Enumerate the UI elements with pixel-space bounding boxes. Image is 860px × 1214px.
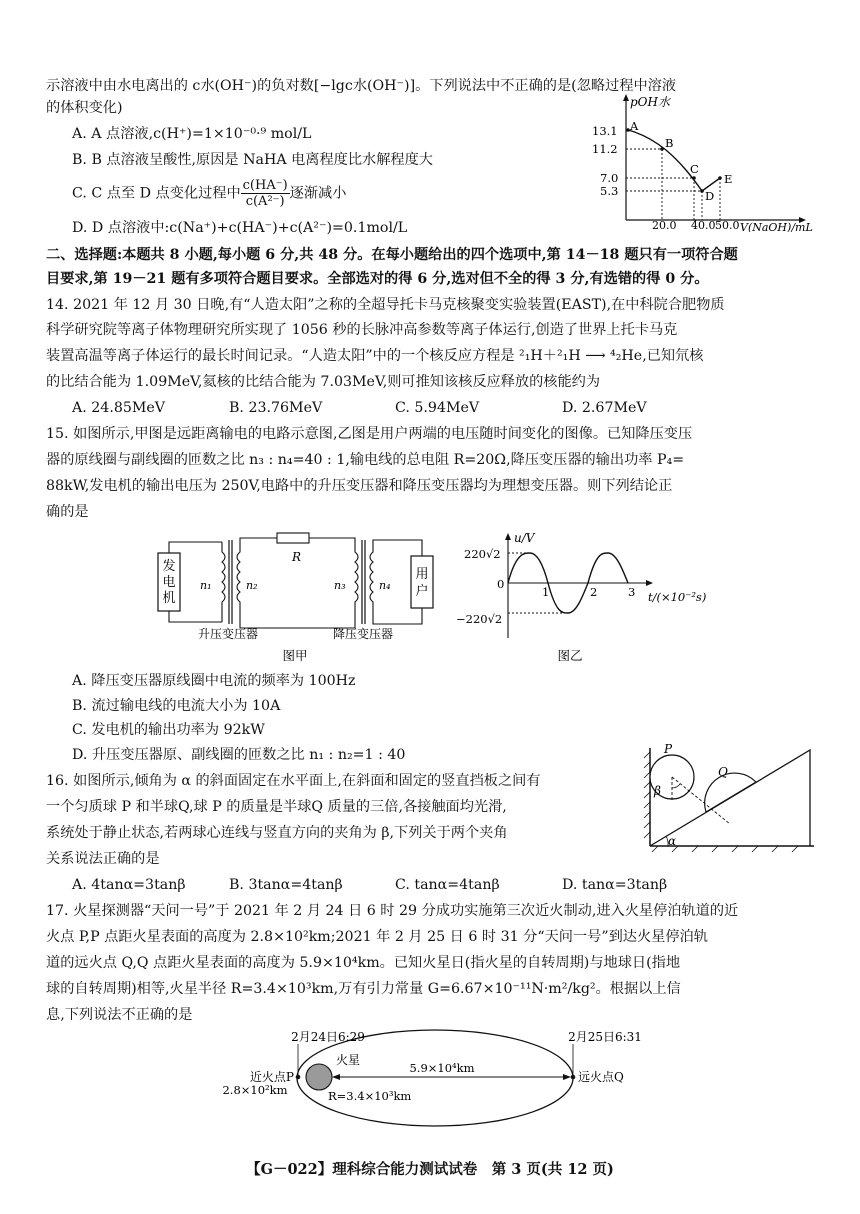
point-b: B — [665, 136, 674, 150]
label-p: P — [664, 742, 673, 756]
label-alpha: α — [668, 834, 677, 848]
q16-line4: 关系说法正确的是 — [46, 851, 160, 867]
time-far: 2月25日6:31 — [568, 1030, 642, 1044]
ytick-11.2: 11.2 — [592, 142, 618, 156]
t-tick-3: 3 — [628, 585, 636, 599]
ytick-13.1: 13.1 — [592, 124, 618, 138]
user-char: 户 — [415, 584, 429, 599]
label-n3: n₃ — [334, 579, 346, 592]
ytick-5.3: 5.3 — [600, 184, 619, 198]
label-r: R — [292, 550, 302, 564]
q16-option-a: A. 4tanα=3tanβ — [72, 877, 186, 893]
height-label: 2.8×10²km — [222, 1083, 288, 1097]
q15-option-a: A. 降压变压器原线圈中电流的频率为 100Hz — [72, 673, 356, 689]
q17-line1: 17. 火星探测器“天问一号”于 2021 年 2 月 24 日 6 时 29 分成功实施第三次近火制动,进入火星停泊轨道的近 — [46, 903, 739, 919]
q13-stem-line1: 示溶液中由水电离出的 c水(OH⁻)的负对数[−lgc水(OH⁻)]。下列说法中不正确的是(忽略过程中溶液 — [46, 78, 677, 94]
generator-char: 机 — [162, 591, 176, 606]
point-e: E — [724, 172, 733, 186]
resistor-r — [277, 533, 309, 543]
ytick-7.0: 7.0 — [600, 171, 619, 185]
u-max-label: 220√2 — [464, 547, 501, 561]
label-beta: β — [654, 784, 661, 798]
point-a: A — [630, 119, 639, 133]
coil-n2 — [237, 542, 240, 622]
user-box — [411, 556, 433, 608]
q17-line2: 火点 P,P 点距火星表面的高度为 2.8×10²km;2021 年 2 月 25 日 6 时 31 分“天问一号”到达火星停泊轨 — [46, 929, 708, 945]
generator-char: 电 — [162, 575, 176, 590]
u-axis-label: u/V — [514, 531, 535, 545]
xtick-50: 50.0 — [715, 219, 740, 232]
time-near: 2月24日6:29 — [291, 1030, 365, 1044]
step-down-label: 降压变压器 — [332, 627, 394, 641]
q16-option-c: C. tanα=4tanβ — [395, 877, 500, 893]
q16-line2: 一个匀质球 P 和半球Q,球 P 的质量是半球Q 质量的三倍,各接触面均光滑, — [46, 799, 507, 815]
q17-orbit-figure — [210, 1028, 670, 1136]
q15-voltage-graph — [452, 528, 732, 668]
q14-line4: 的比结合能为 1.09MeV,氦核的比结合能为 7.03MeV,则可推知该核反应释放的核能约为 — [46, 374, 601, 390]
xtick-20: 20.0 — [652, 219, 677, 232]
q17-line5: 息,下列说法不正确的是 — [46, 1007, 193, 1023]
point-d: D — [705, 189, 715, 203]
q16-option-b: B. 3tanα=4tanβ — [229, 877, 343, 893]
q14-line1: 14. 2021 年 12 月 30 日晚,有“人造太阳”之称的全超导托卡马克核聚变实验装置(EAST),在中科院合肥物质 — [46, 297, 725, 313]
q14-line3: 装置高温等离子体运行的最长时间记录。“人造太阳”中的一个核反应方程是 ²₁H＋²₁H ⟶ ⁴₂He,已知氘核 — [46, 348, 704, 364]
figure-b-caption: 图乙 — [557, 648, 583, 663]
q15-option-c: C. 发电机的输出功率为 92kW — [72, 722, 265, 738]
t-tick-1: 1 — [542, 585, 550, 599]
q17-line4: 球的自转周期)相等,火星半径 R=3.4×10³km,万有引力常量 G=6.67×10⁻¹¹N·m²/kg²。根据以上信 — [46, 981, 681, 997]
far-point-label: 远火点Q — [578, 1070, 624, 1084]
distance-label: 5.9×10⁴km — [409, 1061, 475, 1075]
point-c: C — [690, 162, 699, 176]
page-footer: 【G－022】理科综合能力测试试卷 第 3 页(共 12 页) — [246, 1161, 614, 1178]
q15-line2: 器的原线圈与副线圈的匝数之比 n₃ : n₄=40 : 1,输电线的总电阻 R=20Ω,降压变压器的输出功率 P₄= — [46, 452, 685, 468]
coil-n1 — [222, 542, 225, 622]
q16-option-d: D. tanα=3tanβ — [562, 877, 668, 893]
q16-line1: 16. 如图所示,倾角为 α 的斜面固定在水平面上,在斜面和固定的竖直挡板之间有 — [46, 773, 541, 789]
origin-label: 0 — [497, 577, 505, 591]
q15-line1: 15. 如图所示,甲图是远距离输电的电路示意图,乙图是用户两端的电压随时间变化的图像。已知降压变压 — [46, 426, 693, 442]
mars-circle — [306, 1064, 332, 1090]
near-point-label: 近火点P — [249, 1070, 294, 1084]
label-n4: n₄ — [379, 579, 391, 592]
coil-n3 — [355, 542, 358, 622]
q14-option-d: D. 2.67MeV — [562, 400, 647, 416]
label-n1: n₁ — [200, 579, 212, 592]
q15-option-b: B. 流过输电线的电流大小为 10A — [72, 698, 281, 714]
x-axis-label: V(NaOH)/mL — [740, 221, 813, 232]
user-char: 用 — [415, 567, 429, 582]
section2-line1: 二、选择题:本题共 8 小题,每小题 6 分,共 48 分。在每小题给出的四个选项中,第 14－18 题只有一项符合题 — [46, 247, 738, 263]
half-sphere-q — [705, 773, 756, 812]
section2-line2: 目要求,第 19－21 题有多项符合题目要求。全部选对的得 6 分,选对但不全的得 3 分,有选错的得 0 分。 — [46, 271, 709, 287]
ratio-fraction: $\frac{c(HA^-)}{\text{c(A²⁻)}}$ — [242, 178, 288, 209]
coil-n4 — [370, 542, 373, 622]
q15-line4: 确的是 — [46, 504, 89, 520]
q16-incline-figure — [628, 740, 824, 855]
q14-option-c: C. 5.94MeV — [395, 400, 480, 416]
t-tick-2: 2 — [590, 585, 598, 599]
q13-option-b: B. B 点溶液呈酸性,原因是 NaHA 电离程度比水解程度大 — [72, 152, 433, 168]
point-q — [571, 1075, 576, 1080]
t-axis-label: t/(×10⁻²s) — [648, 590, 707, 604]
radius-label: R=3.4×10³km — [328, 1089, 412, 1103]
figure-a-caption: 图甲 — [282, 648, 308, 663]
label-n2: n₂ — [246, 579, 258, 592]
q15-line3: 88kW,发电机的输出电压为 250V,电路中的升压变压器和降压变压器均为理想变压器。则下列结论正 — [46, 478, 673, 494]
point-p — [296, 1075, 301, 1080]
q14-option-a: A. 24.85MeV — [72, 400, 166, 416]
y-axis-label: pOH水 — [630, 95, 670, 109]
label-q: Q — [718, 765, 728, 779]
mars-label: 火星 — [335, 1053, 361, 1067]
q13-poh-graph — [588, 92, 813, 232]
q14-line2: 科学研究院等离子体物理研究所实现了 1056 秒的长脉冲高参数等离子体运行,创造了世界上托卡马克 — [46, 322, 678, 338]
q17-line3: 道的远火点 Q,Q 点距火星表面的高度为 5.9×10⁴km。已知火星日(指火星的自转周期)与地球日(指地 — [46, 955, 681, 971]
q13-option-d: D. D 点溶液中:c(Na⁺)+c(HA⁻)+c(A²⁻)=0.1mol/L — [72, 220, 408, 236]
q15-option-d: D. 升压变压器原、副线圈的匝数之比 n₁ : n₂=1 : 40 — [72, 747, 406, 763]
q16-line3: 系统处于静止状态,若两球心连线与竖直方向的夹角为 β,下列关于两个夹角 — [46, 825, 508, 841]
generator-char: 发 — [162, 559, 176, 574]
xtick-40: 40.0 — [691, 219, 716, 232]
poh-curve — [628, 130, 720, 191]
q14-option-b: B. 23.76MeV — [229, 400, 323, 416]
q13-option-c: C. C 点至 D 点变化过程中 $\frac{c(HA^-)}{\text{c(A²⁻)}}$ 逐渐减小 — [72, 178, 347, 209]
q13-stem-line2: 的体积变化) — [46, 100, 123, 116]
q15-circuit-figure — [150, 528, 450, 668]
q13-option-a: A. A 点溶液,c(H⁺)=1×10⁻⁰·⁹ mol/L — [72, 126, 312, 142]
step-up-label: 升压变压器 — [197, 627, 259, 641]
u-min-label: −220√2 — [456, 612, 503, 626]
